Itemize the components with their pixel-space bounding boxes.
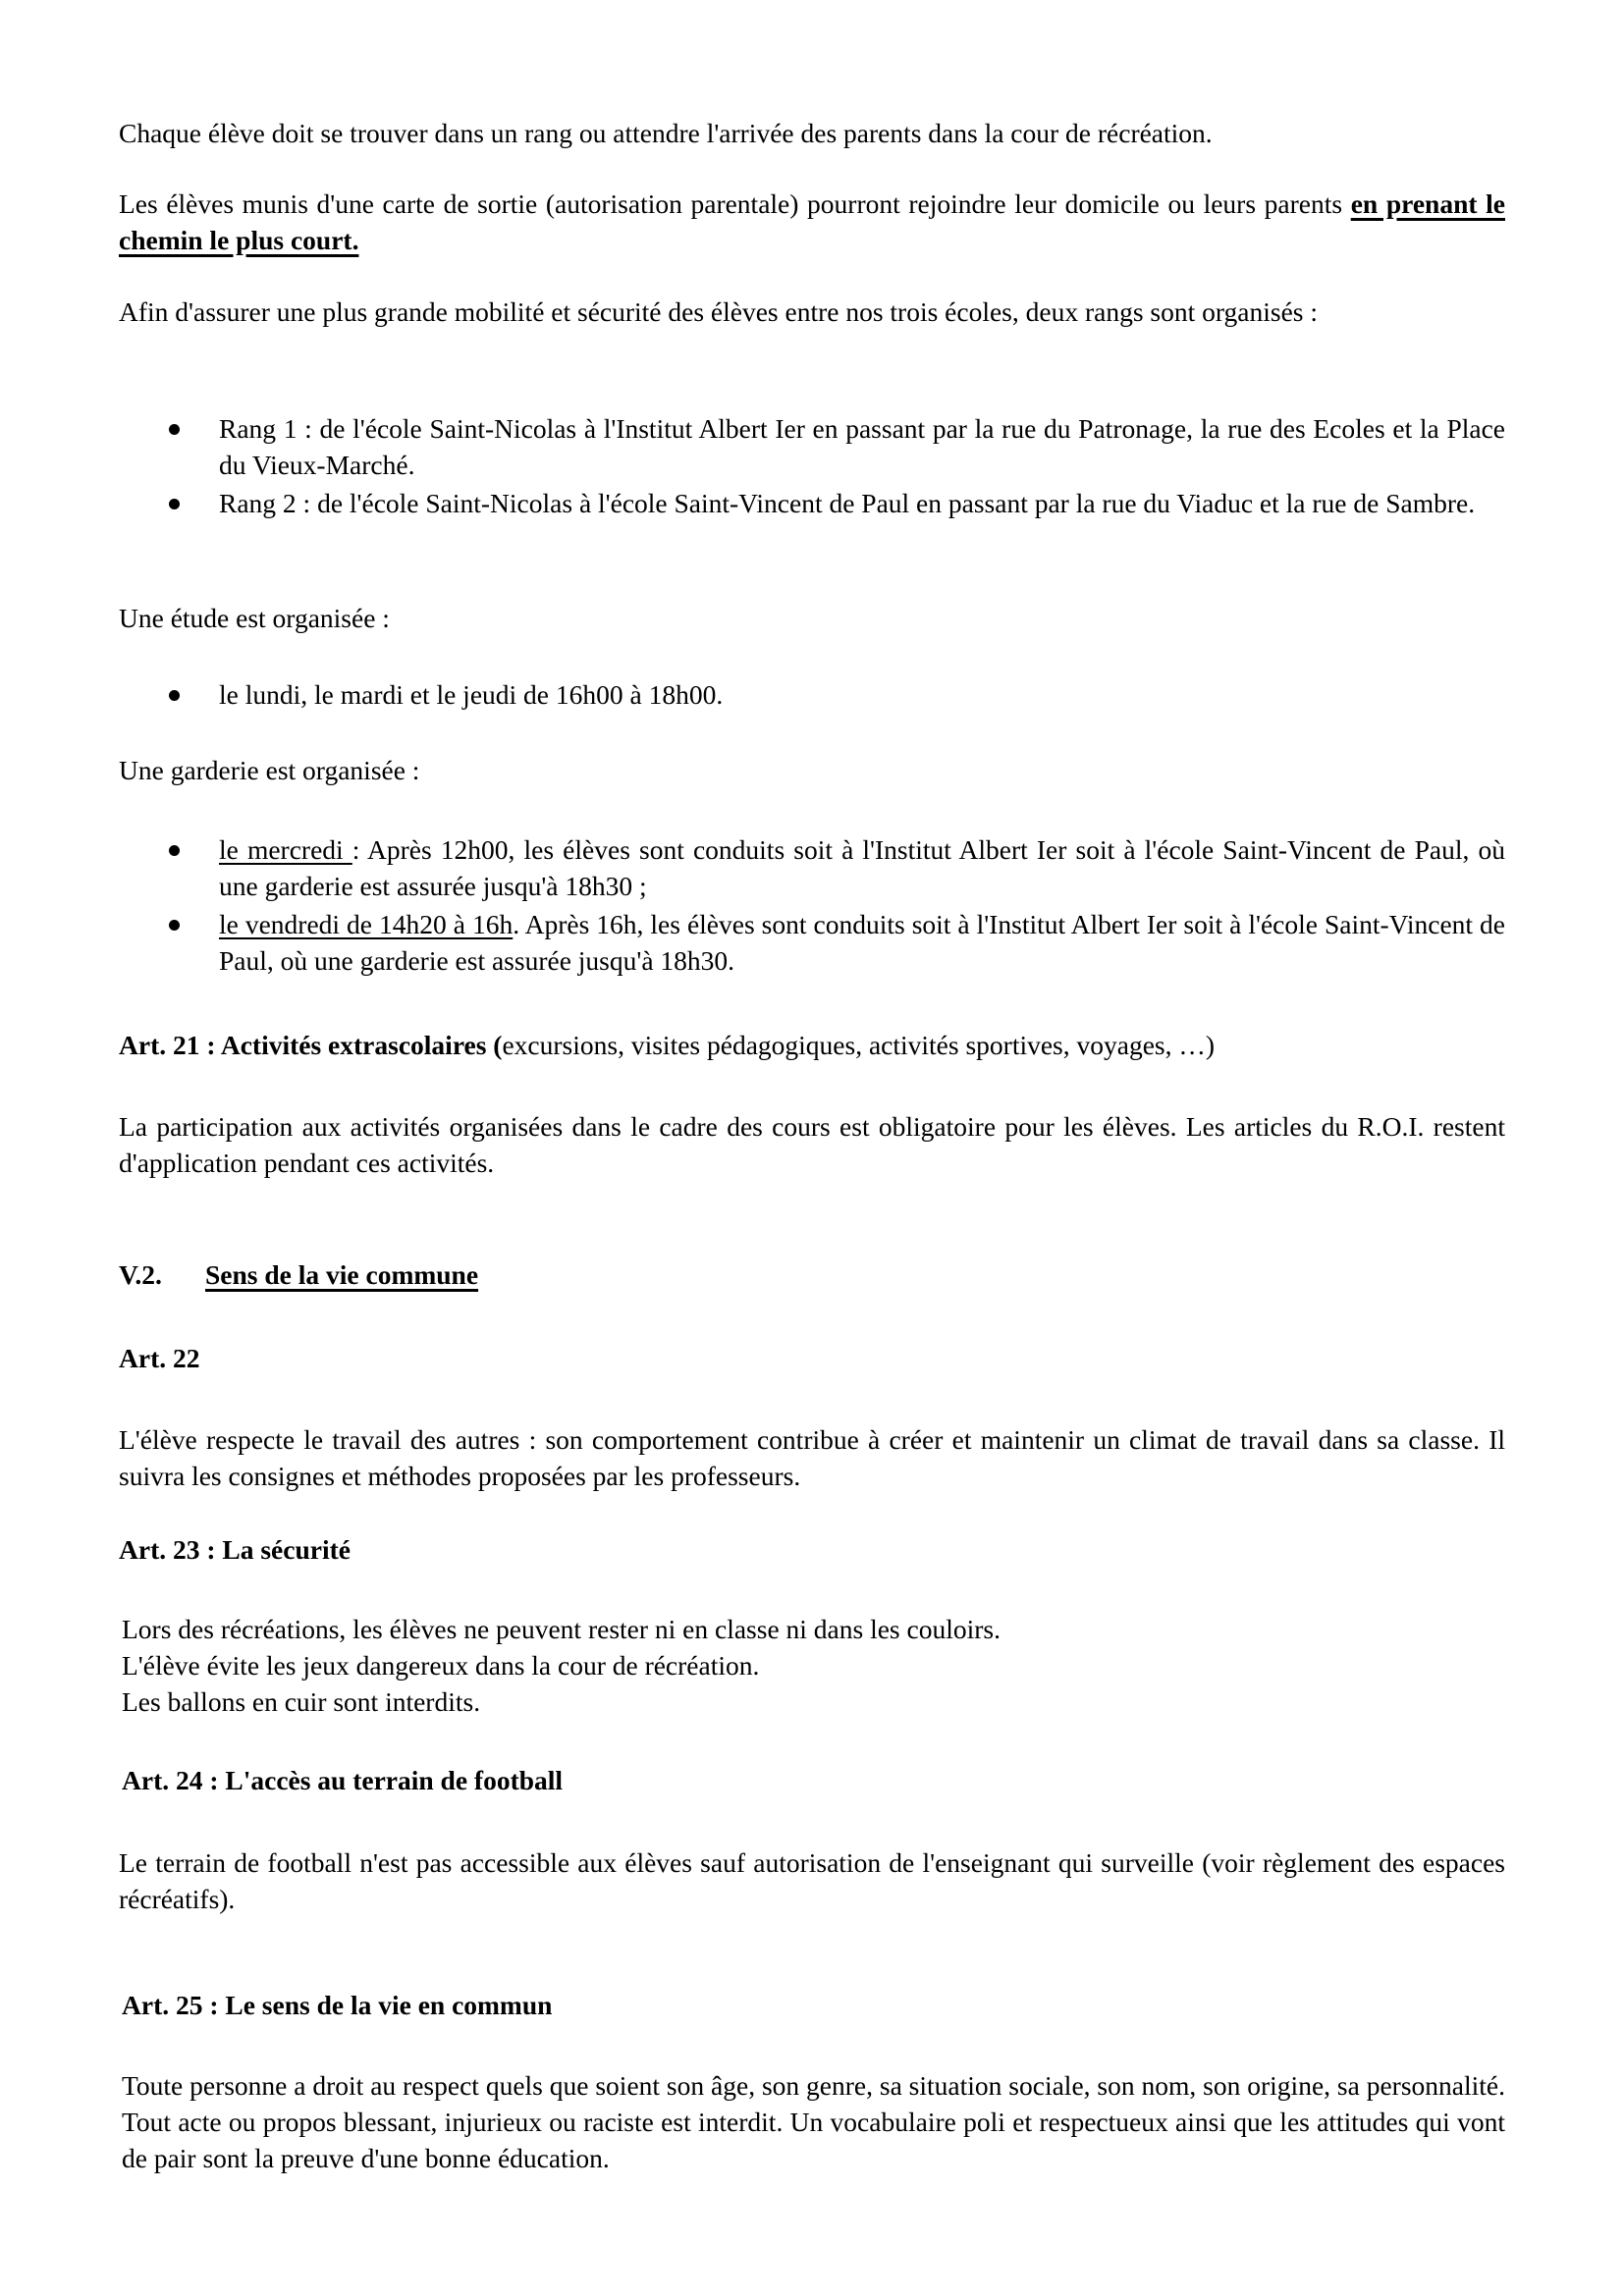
- art23-line: Les ballons en cuir sont interdits.: [122, 1686, 481, 1717]
- art22-heading: Art. 22: [119, 1343, 200, 1373]
- day-label-mercredi: le mercredi: [219, 834, 352, 865]
- bullet-icon: [169, 424, 185, 440]
- art23-line: Lors des récréations, les élèves ne peuvent rester ni en classe ni dans les couloirs.: [122, 1614, 1001, 1644]
- bullet-icon: [169, 920, 185, 935]
- paragraph-text: Les élèves munis d'une carte de sortie (autorisation parentale) pourront rejoindre leur domicile ou leurs parents: [119, 188, 1351, 219]
- paragraph-rang-ou-parents: Chaque élève doit se trouver dans un rang ou attendre l'arrivée des parents dans la cour de récréation.: [119, 118, 1213, 148]
- garderie-vendredi-text: . Après 16h, les élèves sont conduits soit à l'Institut Albert Ier soit à l'école Saint-Vincent de Paul, où une garderie est assurée jusqu'à 18h30.: [219, 909, 1506, 976]
- section-heading-v2: [119, 1256, 1505, 1293]
- paragraph-garderie-intro: Une garderie est organisée :: [119, 755, 420, 785]
- art24-heading: Art. 24 : L'accès au terrain de football: [122, 1765, 564, 1795]
- list-item-rang-2: Rang 2 : de l'école Saint-Nicolas à l'école Saint-Vincent de Paul en passant par la rue du Viaduc et la rue de Sambre.: [219, 488, 1476, 518]
- art25-body: Toute personne a droit au respect quels que soient son âge, son genre, sa situation sociale, son nom, son origine, sa personnalité. Tout acte ou propos blessant, injurieux ou raciste est interdit. Un vocabulaire poli et respectueux ainsi que les attitudes qui vont de pair sont la preuve d'une bonne éducation.: [122, 2070, 1505, 2173]
- paragraph-rangs-intro: Afin d'assurer une plus grande mobilité et sécurité des élèves entre nos trois écoles, deux rangs sont organisés :: [119, 296, 1318, 327]
- art25-heading: Art. 25 : Le sens de la vie en commun: [122, 1990, 553, 2020]
- section-title: Sens de la vie commune: [205, 1259, 479, 1290]
- paragraph-etude-intro: Une étude est organisée :: [119, 603, 390, 633]
- art24-body: Le terrain de football n'est pas accessible aux élèves sauf autorisation de l'enseignant qui surveille (voir règlement des espaces récréatifs).: [119, 1847, 1505, 1914]
- art23-line: L'élève évite les jeux dangereux dans la cour de récréation.: [122, 1650, 760, 1681]
- list-item-etude: le lundi, le mardi et le jeudi de 16h00 à 18h00.: [219, 679, 724, 710]
- emphasis-chemin-le-plus-court: en prenant le chemin le plus court.: [119, 188, 1505, 255]
- garderie-mercredi-text: : Après 12h00, les élèves sont conduits soit à l'Institut Albert Ier soit à l'école Saint-Vincent de Paul, où une garderie est assurée jusqu'à 18h30 ;: [219, 834, 1505, 901]
- day-label-vendredi: le vendredi de 14h20 à 16h: [219, 909, 514, 939]
- art21-title: Art. 21 : Activités extrascolaires (: [119, 1030, 503, 1060]
- bullet-icon: [169, 499, 185, 514]
- art23-heading: Art. 23 : La sécurité: [119, 1534, 351, 1565]
- art23-body: [122, 1611, 1508, 1720]
- bullet-icon: [169, 690, 185, 706]
- art21-body: La participation aux activités organisées dans le cadre des cours est obligatoire pour les élèves. Les articles du R.O.I. restent d'application pendant ces activités.: [119, 1111, 1505, 1178]
- paragraph-carte-de-sortie: [119, 186, 1505, 258]
- list-item-rang-1: Rang 1 : de l'école Saint-Nicolas à l'Institut Albert Ier en passant par la rue du Patronage, la rue des Ecoles et la Place du Vieux-Marché.: [219, 413, 1505, 480]
- list-item-garderie-vendredi: [219, 906, 1505, 979]
- art21-subtitle: excursions, visites pédagogiques, activités sportives, voyages, …): [502, 1030, 1216, 1060]
- bullet-icon: [169, 845, 185, 861]
- section-number: V.2.: [119, 1259, 162, 1290]
- art22-body: L'élève respecte le travail des autres : son comportement contribue à créer et maintenir un climat de travail dans sa classe. Il suivra les consignes et méthodes proposées par les professeurs.: [119, 1424, 1505, 1491]
- art21-heading: [119, 1027, 1505, 1063]
- list-item-garderie-mercredi: [219, 831, 1505, 904]
